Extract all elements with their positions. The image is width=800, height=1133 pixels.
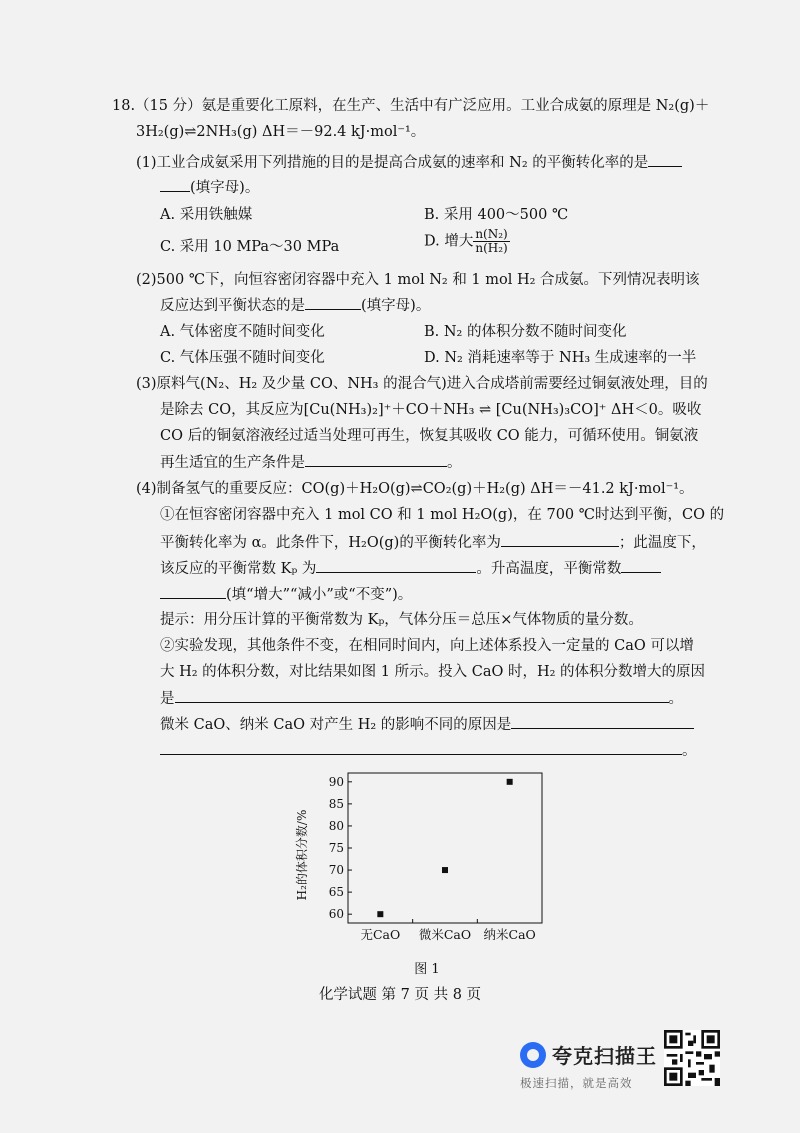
part4-line11 xyxy=(160,740,697,761)
y-axis-label: H₂的体积分数/% xyxy=(295,809,309,901)
option-2b: B. N₂ 的体积分数不随时间变化 xyxy=(424,324,627,340)
part2-text2: (填字母)。 xyxy=(361,298,431,314)
part4-line10 xyxy=(160,714,694,735)
part3-line3: CO 后的铜氨溶液经过适当处理可再生，恢复其吸收 CO 能力，可循环使用。铜氨液 xyxy=(160,428,699,444)
option-1d-text: D. 增大 xyxy=(424,233,474,250)
option-1b: B. 采用 400～500 ℃ xyxy=(424,207,569,223)
fraction-numerator: n(N₂) xyxy=(475,227,508,241)
brand-logo-icon xyxy=(520,1042,546,1068)
option-2d: D. N₂ 消耗速率等于 NH₃ 生成速率的一半 xyxy=(424,350,697,366)
y-tick-label: 80 xyxy=(328,818,344,833)
plot-frame xyxy=(348,773,542,923)
answer-blank[interactable] xyxy=(511,714,694,729)
part1-line1 xyxy=(136,152,682,173)
fraction-denominator: n(H₂) xyxy=(475,241,508,255)
part4-period11: 。 xyxy=(682,743,697,759)
y-tick-label: 70 xyxy=(328,863,344,878)
part1-text2: (填字母)。 xyxy=(190,180,260,196)
data-point xyxy=(377,911,383,917)
answer-blank[interactable] xyxy=(305,452,447,467)
y-tick-label: 90 xyxy=(328,774,344,789)
answer-blank[interactable] xyxy=(160,584,226,599)
y-tick-label: 85 xyxy=(328,796,344,811)
part3-line4 xyxy=(160,452,462,473)
scanner-watermark xyxy=(520,1040,660,1091)
q18-line1: 18.（15 分）氨是重要化工原料，在生产、生活中有广泛应用。工业合成氨的原理是 N₂(g)＋ xyxy=(112,98,710,114)
plot-area xyxy=(329,773,542,942)
part4-period9: 。 xyxy=(668,691,683,707)
part2-text: 反应达到平衡状态的是 xyxy=(160,298,305,314)
brand-slogan: 极速扫描，就是高效 xyxy=(520,1076,633,1090)
part4-text: 平衡转化率为 α。此条件下，H₂O(g)的平衡转化率为 xyxy=(160,535,501,551)
figure-caption: 图 1 xyxy=(414,962,440,977)
part4-hint: 提示：用分压计算的平衡常数为 Kₚ，气体分压＝总压×气体物质的量分数。 xyxy=(160,612,643,628)
part4-line1: (4)制备氢气的重要反应：CO(g)＋H₂O(g)⇌CO₂(g)＋H₂(g) ΔH＝－41.2 kJ·mol⁻¹。 xyxy=(136,481,694,497)
scatter-chart xyxy=(290,765,560,980)
x-tick-label: 纳米CaO xyxy=(483,927,536,942)
qr-code-icon xyxy=(664,1030,720,1086)
part4-text3: 该反应的平衡常数 Kₚ 为 xyxy=(160,561,317,577)
part4-text9: 是 xyxy=(160,691,175,707)
page-footer: 化学试题 第 7 页 共 8 页 xyxy=(318,987,482,1003)
y-tick-label: 75 xyxy=(328,841,344,855)
y-tick-label: 65 xyxy=(328,885,344,900)
y-tick-label: 60 xyxy=(328,907,344,922)
part1-text: (1)工业合成氨采用下列措施的目的是提高合成氨的速率和 N₂ 的平衡转化率的是 xyxy=(136,155,649,171)
brand-row xyxy=(520,1040,660,1069)
answer-blank[interactable] xyxy=(160,177,190,192)
x-tick-label: 无CaO xyxy=(360,927,401,942)
part4-text5: (填“增大”“减小”或“不变”)。 xyxy=(226,587,413,603)
data-point xyxy=(507,779,513,785)
brand-name: 夸克扫描王 xyxy=(552,1044,657,1068)
x-tick-label: 微米CaO xyxy=(418,927,472,942)
part4-line9 xyxy=(160,688,683,709)
part4-line3 xyxy=(160,532,706,553)
part3-line1: (3)原料气(N₂、H₂ 及少量 CO、NH₃ 的混合气)进入合成塔前需要经过铜氨液处理，目的 xyxy=(136,376,708,392)
option-2c: C. 气体压强不随时间变化 xyxy=(160,350,325,366)
answer-blank[interactable] xyxy=(648,152,682,167)
answer-blank[interactable] xyxy=(160,740,682,755)
part3-line2: 是除去 CO，其反应为[Cu(NH₃)₂]⁺＋CO＋NH₃ ⇌ [Cu(NH₃)₃CO]⁺ ΔH＜0。吸收 xyxy=(160,402,702,418)
option-1a: A. 采用铁触媒 xyxy=(160,207,253,223)
option-1d xyxy=(424,228,510,255)
option-2a: A. 气体密度不随时间变化 xyxy=(160,324,325,340)
q18-line2: 3H₂(g)⇌2NH₃(g) ΔH＝－92.4 kJ·mol⁻¹。 xyxy=(136,124,426,140)
part4-text2: ；此温度下， xyxy=(618,535,706,551)
part3-text: 再生适宜的生产条件是 xyxy=(160,455,305,471)
part4-text4: 。升高温度，平衡常数 xyxy=(476,561,622,577)
part4-line8: 大 H₂ 的体积分数，对比结果如图 1 所示。投入 CaO 时，H₂ 的体积分数增大的原因 xyxy=(160,664,706,680)
part3-period: 。 xyxy=(447,455,462,471)
part4-line7: ②实验发现，其他条件不变，在相同时间内，向上述体系投入一定量的 CaO 可以增 xyxy=(160,638,694,654)
option-1c: C. 采用 10 MPa～30 MPa xyxy=(160,239,340,255)
fraction xyxy=(473,228,509,255)
data-point xyxy=(442,867,448,873)
answer-blank[interactable] xyxy=(305,295,361,310)
part1-line2 xyxy=(160,177,259,198)
figure-1 xyxy=(290,765,560,980)
part4-line4 xyxy=(160,558,661,579)
answer-blank[interactable] xyxy=(316,558,476,573)
part4-line2: ①在恒容密闭容器中充入 1 mol CO 和 1 mol H₂O(g)，在 700 ℃时达到平衡，CO 的 xyxy=(160,507,725,523)
answer-blank[interactable] xyxy=(621,558,661,573)
part4-line5 xyxy=(160,584,412,605)
part2-line1: (2)500 ℃下，向恒容密闭容器中充入 1 mol N₂ 和 1 mol H₂ 合成氨。下列情况表明该 xyxy=(136,272,700,288)
answer-blank[interactable] xyxy=(501,532,619,547)
part4-text10: 微米 CaO、纳米 CaO 对产生 H₂ 的影响不同的原因是 xyxy=(160,717,512,733)
answer-blank[interactable] xyxy=(175,688,669,703)
part2-line2 xyxy=(160,295,430,316)
